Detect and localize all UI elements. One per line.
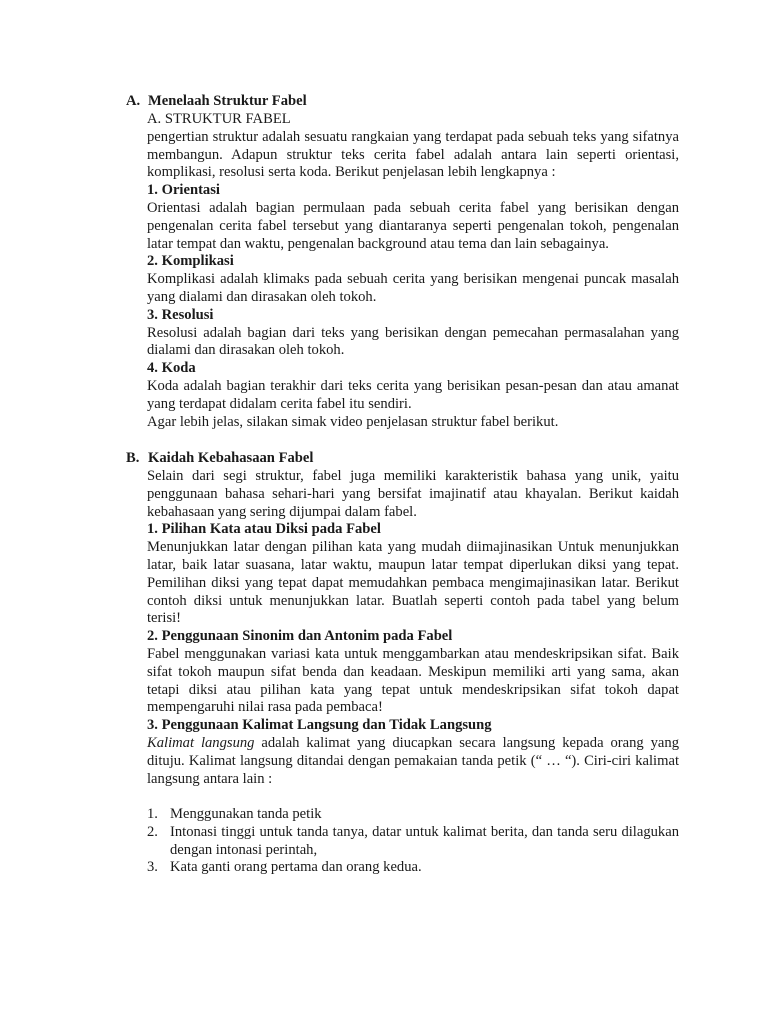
part-sinonim-text: Fabel menggunakan variasi kata untuk menggambarkan atau mendeskripsikan sifat. Baik sifat tokoh maupun sifat benda dan keadaan. Meskipun memiliki arti yang sama, akan tetapi diksi atau pilihan kata yang tepat untuk mendeskripsikan sifat tokoh dapat mempengaruhi nilai rasa pada pembaca! bbox=[147, 645, 679, 716]
section-a-closing: Agar lebih jelas, silakan simak video penjelasan struktur fabel berikut. bbox=[147, 413, 559, 430]
part-orientasi-text: Orientasi adalah bagian permulaan pada sebuah cerita fabel yang berisikan dengan pengenalan cerita fabel tersebut yang diantaranya seperti pengenalan tokoh, pengenalan latar tempat dan waktu, pengenalan background atau tema dan lain sebagainya. bbox=[147, 199, 679, 252]
section-a-letter: A. bbox=[126, 93, 141, 109]
section-b-body bbox=[147, 468, 679, 788]
list-item bbox=[147, 859, 679, 877]
list-number: 1. bbox=[147, 806, 158, 822]
kalimat-langsung-term: Kalimat langsung bbox=[147, 734, 255, 751]
list-text: Menggunakan tanda petik bbox=[170, 806, 322, 822]
section-b-title: Kaidah Kebahasaan Fabel bbox=[148, 450, 314, 466]
part-koda-heading: 4. Koda bbox=[147, 360, 196, 377]
section-b-letter: B. bbox=[126, 450, 140, 466]
part-sinonim-heading: 2. Penggunaan Sinonim dan Antonim pada Fabel bbox=[147, 628, 453, 645]
list-text: Intonasi tinggi untuk tanda tanya, datar untuk kalimat berita, dan tanda seru dilagukan dengan intonasi perintah, bbox=[170, 823, 679, 858]
kalimat-langsung-definition: adalah kalimat yang diucapkan secara langsung kepada orang yang dituju. Kalimat langsung ditandai dengan pemakaian tanda petik (“ … “). Ciri-ciri kalimat langsung antara lain : bbox=[147, 734, 679, 787]
list-item bbox=[147, 824, 679, 860]
section-a-subtitle: A. STRUKTUR FABEL bbox=[147, 111, 291, 127]
list-text: Kata ganti orang pertama dan orang kedua. bbox=[170, 859, 422, 876]
part-komplikasi-text: Komplikasi adalah klimaks pada sebuah cerita yang berisikan mengenai puncak masalah yang dialami dan dirasakan oleh tokoh. bbox=[147, 271, 679, 305]
list-number: 2. bbox=[147, 823, 158, 840]
part-komplikasi-heading: 2. Komplikasi bbox=[147, 253, 234, 270]
part-kalimat-text bbox=[147, 735, 679, 788]
part-diksi-heading: 1. Pilihan Kata atau Diksi pada Fabel bbox=[147, 521, 381, 538]
section-a-intro: pengertian struktur adalah sesuatu rangkaian yang terdapat pada sebuah teks yang sifatnya membangun. Adapun struktur teks cerita fabel adalah antara lain seperti orientasi, komplikasi, resolusi serta koda. Berikut penjelasan lebih lengkapnya : bbox=[147, 128, 679, 181]
part-diksi-text: Menunjukkan latar dengan pilihan kata yang mudah diimajinasikan Untuk menunjukkan latar, baik latar suasana, latar waktu, maupun latar tempat diperlukan diksi yang tepat. Pemilihan diksi yang tepat dapat memudahkan pembaca mengimajinasikan latar. Berikut contoh diksi untuk menunjukkan latar. Buatlah seperti contoh pada tabel yang belum terisi! bbox=[147, 539, 679, 627]
part-kalimat-heading: 3. Penggunaan Kalimat Langsung dan Tidak Langsung bbox=[147, 717, 492, 734]
list-number: 3. bbox=[147, 859, 158, 876]
section-a-body bbox=[147, 111, 679, 431]
section-b-intro: Selain dari segi struktur, fabel juga memiliki karakteristik bahasa yang unik, yaitu penggunaan bahasa sehari-hari yang bersifat imajinatif atau khayalan. Berikut kaidah kebahasaan yang sering dijumpai dalam fabel. bbox=[147, 468, 679, 520]
part-resolusi-heading: 3. Resolusi bbox=[147, 306, 214, 323]
list-item bbox=[147, 806, 679, 824]
section-b-heading bbox=[126, 450, 313, 468]
part-resolusi-text: Resolusi adalah bagian dari teks yang berisikan dengan pemecahan permasalahan yang dialami dan dirasakan oleh tokoh. bbox=[147, 324, 679, 359]
section-a-title: Menelaah Struktur Fabel bbox=[148, 93, 307, 109]
part-koda-text: Koda adalah bagian terakhir dari teks cerita yang berisikan pesan-pesan dan atau amanat yang terdapat didalam cerita fabel itu sendiri. bbox=[147, 377, 679, 412]
section-a-heading bbox=[126, 93, 307, 111]
part-orientasi-heading: 1. Orientasi bbox=[147, 182, 220, 199]
ciri-ciri-list bbox=[147, 806, 679, 877]
